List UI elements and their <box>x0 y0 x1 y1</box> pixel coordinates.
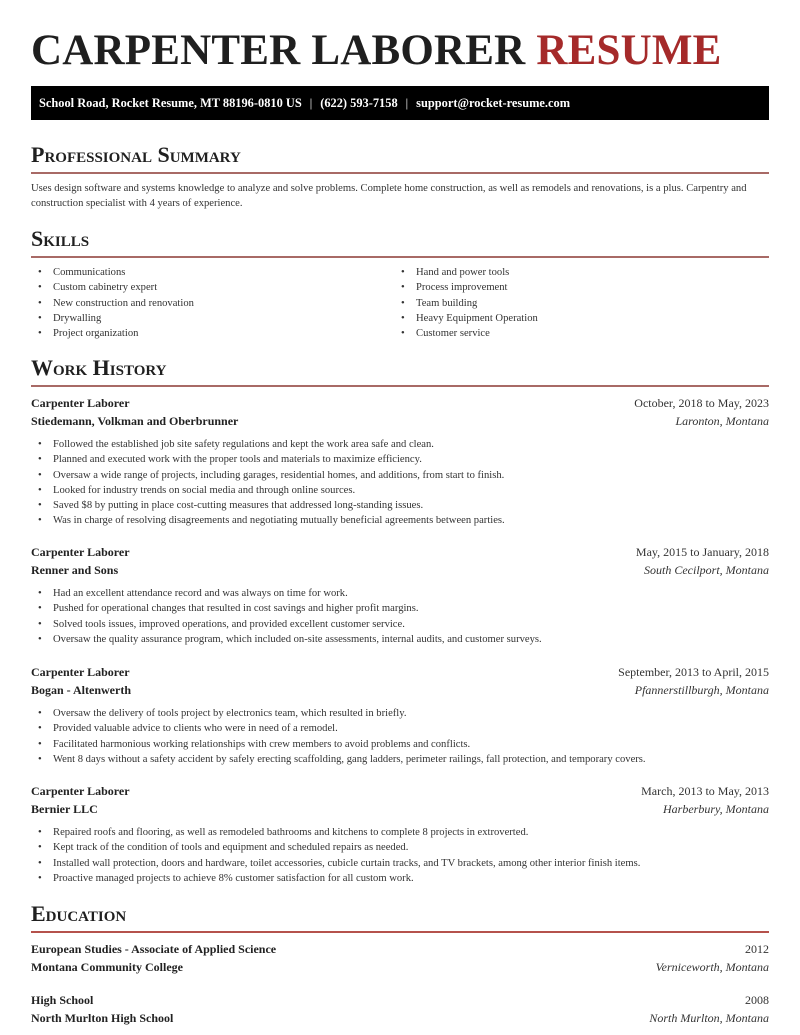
contact-phone: (622) 593-7158 <box>320 95 398 110</box>
skill-item: • New construction and renovation <box>31 296 194 311</box>
job-header <box>31 544 769 561</box>
job-company: Stiedemann, Volkman and Oberbrunner <box>31 414 239 428</box>
job-title: Carpenter Laborer <box>31 396 130 410</box>
job-bullet: • Oversaw the delivery of tools project by electronics team, which resulted in briefly. <box>31 706 646 721</box>
job-bullet: • Saved $8 by putting in place cost-cutting measures that addressed long-standing issues. <box>31 498 505 513</box>
section-divider <box>31 385 769 387</box>
education-location: North Murlton, Montana <box>649 1011 769 1025</box>
education-year: 2012 <box>745 942 769 956</box>
job-bullet: • Went 8 days without a safety accident by safely erecting scaffolding, gang ladders, perimeter railings, fall protection, and temporary covers. <box>31 752 646 767</box>
job-bullet: • Repaired roofs and flooring, as well as remodeled bathrooms and kitchens to complete 8 projects in extroverted. <box>31 825 640 840</box>
job-bullet: • Solved tools issues, improved operations, and provided excellent customer service. <box>31 617 542 632</box>
job-dates: March, 2013 to May, 2013 <box>641 784 769 798</box>
summary-text: Uses design software and systems knowledge to analyze and solve problems. Complete home construction, as well as remodels and renovations, is a plus. Carpentry and construction specialist with 4 years of experience. <box>31 183 747 210</box>
section-title-work: Work History <box>31 355 167 380</box>
skill-item: • Customer service <box>394 326 538 341</box>
job-title: Carpenter Laborer <box>31 784 130 798</box>
skills-list-left <box>31 265 194 341</box>
job-dates: October, 2018 to May, 2023 <box>634 396 769 410</box>
resume-title <box>31 28 722 74</box>
section-divider <box>31 172 769 174</box>
contact-address: School Road, Rocket Resume, MT 88196-0810 US <box>39 95 302 110</box>
job-bullet: • Was in charge of resolving disagreements and negotiating mutually beneficial agreements between parties. <box>31 513 505 528</box>
skill-item: • Team building <box>394 296 538 311</box>
job-bullets <box>31 706 646 767</box>
job-title: Carpenter Laborer <box>31 545 130 559</box>
section-divider <box>31 931 769 933</box>
job-bullets <box>31 586 542 647</box>
education-degree: High School <box>31 993 94 1007</box>
job-bullet: • Oversaw a wide range of projects, including garages, residential homes, and additions, from start to finish. <box>31 468 505 483</box>
job-bullet: • Proactive managed projects to achieve 8% customer satisfaction for all custom work. <box>31 871 640 886</box>
skill-item: • Project organization <box>31 326 194 341</box>
job-subheader <box>31 413 769 430</box>
section-title-education: Education <box>31 901 127 926</box>
education-location: Verniceworth, Montana <box>655 960 769 974</box>
section-title-skills: Skills <box>31 226 90 251</box>
job-company: Renner and Sons <box>31 563 119 577</box>
job-header <box>31 664 769 681</box>
job-header <box>31 395 769 412</box>
job-location: Harberbury, Montana <box>663 802 769 816</box>
education-year: 2008 <box>745 993 769 1007</box>
job-bullet: • Oversaw the quality assurance program, which included on-site assessments, internal audits, and customer surveys. <box>31 632 542 647</box>
job-dates: September, 2013 to April, 2015 <box>618 665 769 679</box>
skill-item: • Custom cabinetry expert <box>31 280 194 295</box>
job-header <box>31 783 769 800</box>
education-school: North Murlton High School <box>31 1011 174 1025</box>
job-bullet: • Kept track of the condition of tools and equipment and scheduled repairs as needed. <box>31 840 640 855</box>
contact-separator: | <box>405 95 409 110</box>
job-title: Carpenter Laborer <box>31 665 130 679</box>
job-location: Laronton, Montana <box>675 414 769 428</box>
contact-separator: | <box>309 95 313 110</box>
education-header <box>31 941 769 958</box>
education-subheader <box>31 959 769 976</box>
job-company: Bernier LLC <box>31 802 98 816</box>
education-degree: European Studies - Associate of Applied Science <box>31 942 277 956</box>
contact-bar <box>31 86 769 120</box>
job-subheader <box>31 562 769 579</box>
title-accent: RESUME <box>536 27 722 74</box>
education-subheader <box>31 1010 769 1027</box>
section-title-summary: Professional Summary <box>31 142 241 167</box>
job-bullets <box>31 437 505 529</box>
section-divider <box>31 256 769 258</box>
title-main: CARPENTER LABORER <box>31 27 526 74</box>
contact-email[interactable]: support@rocket-resume.com <box>416 95 571 110</box>
job-bullet: • Looked for industry trends on social media and through online sources. <box>31 483 505 498</box>
job-subheader <box>31 801 769 818</box>
job-bullet: • Provided valuable advice to clients who were in need of a remodel. <box>31 721 646 736</box>
education-school: Montana Community College <box>31 960 183 974</box>
job-dates: May, 2015 to January, 2018 <box>635 545 769 559</box>
job-location: South Cecilport, Montana <box>644 563 769 577</box>
job-subheader <box>31 682 769 699</box>
job-bullet: • Planned and executed work with the proper tools and materials to maximize efficiency. <box>31 452 505 467</box>
job-bullet: • Pushed for operational changes that resulted in cost savings and higher profit margins. <box>31 601 542 616</box>
skill-item: • Process improvement <box>394 280 538 295</box>
job-company: Bogan - Altenwerth <box>31 683 131 697</box>
skill-item: • Drywalling <box>31 311 194 326</box>
skill-item: • Communications <box>31 265 194 280</box>
job-bullet: • Followed the established job site safety regulations and kept the work area safe and clean. <box>31 437 505 452</box>
job-bullets <box>31 825 640 886</box>
job-bullet: • Installed wall protection, doors and hardware, toilet accessories, cubicle curtain tracks, and TV brackets, among other interior finish items. <box>31 856 640 871</box>
education-header <box>31 992 769 1009</box>
job-location: Pfannerstillburgh, Montana <box>634 683 769 697</box>
job-bullet: • Facilitated harmonious working relationships with crew members to avoid problems and conflicts. <box>31 737 646 752</box>
job-bullet: • Had an excellent attendance record and was always on time for work. <box>31 586 542 601</box>
skills-list-right <box>394 265 538 341</box>
skill-item: • Heavy Equipment Operation <box>394 311 538 326</box>
skill-item: • Hand and power tools <box>394 265 538 280</box>
